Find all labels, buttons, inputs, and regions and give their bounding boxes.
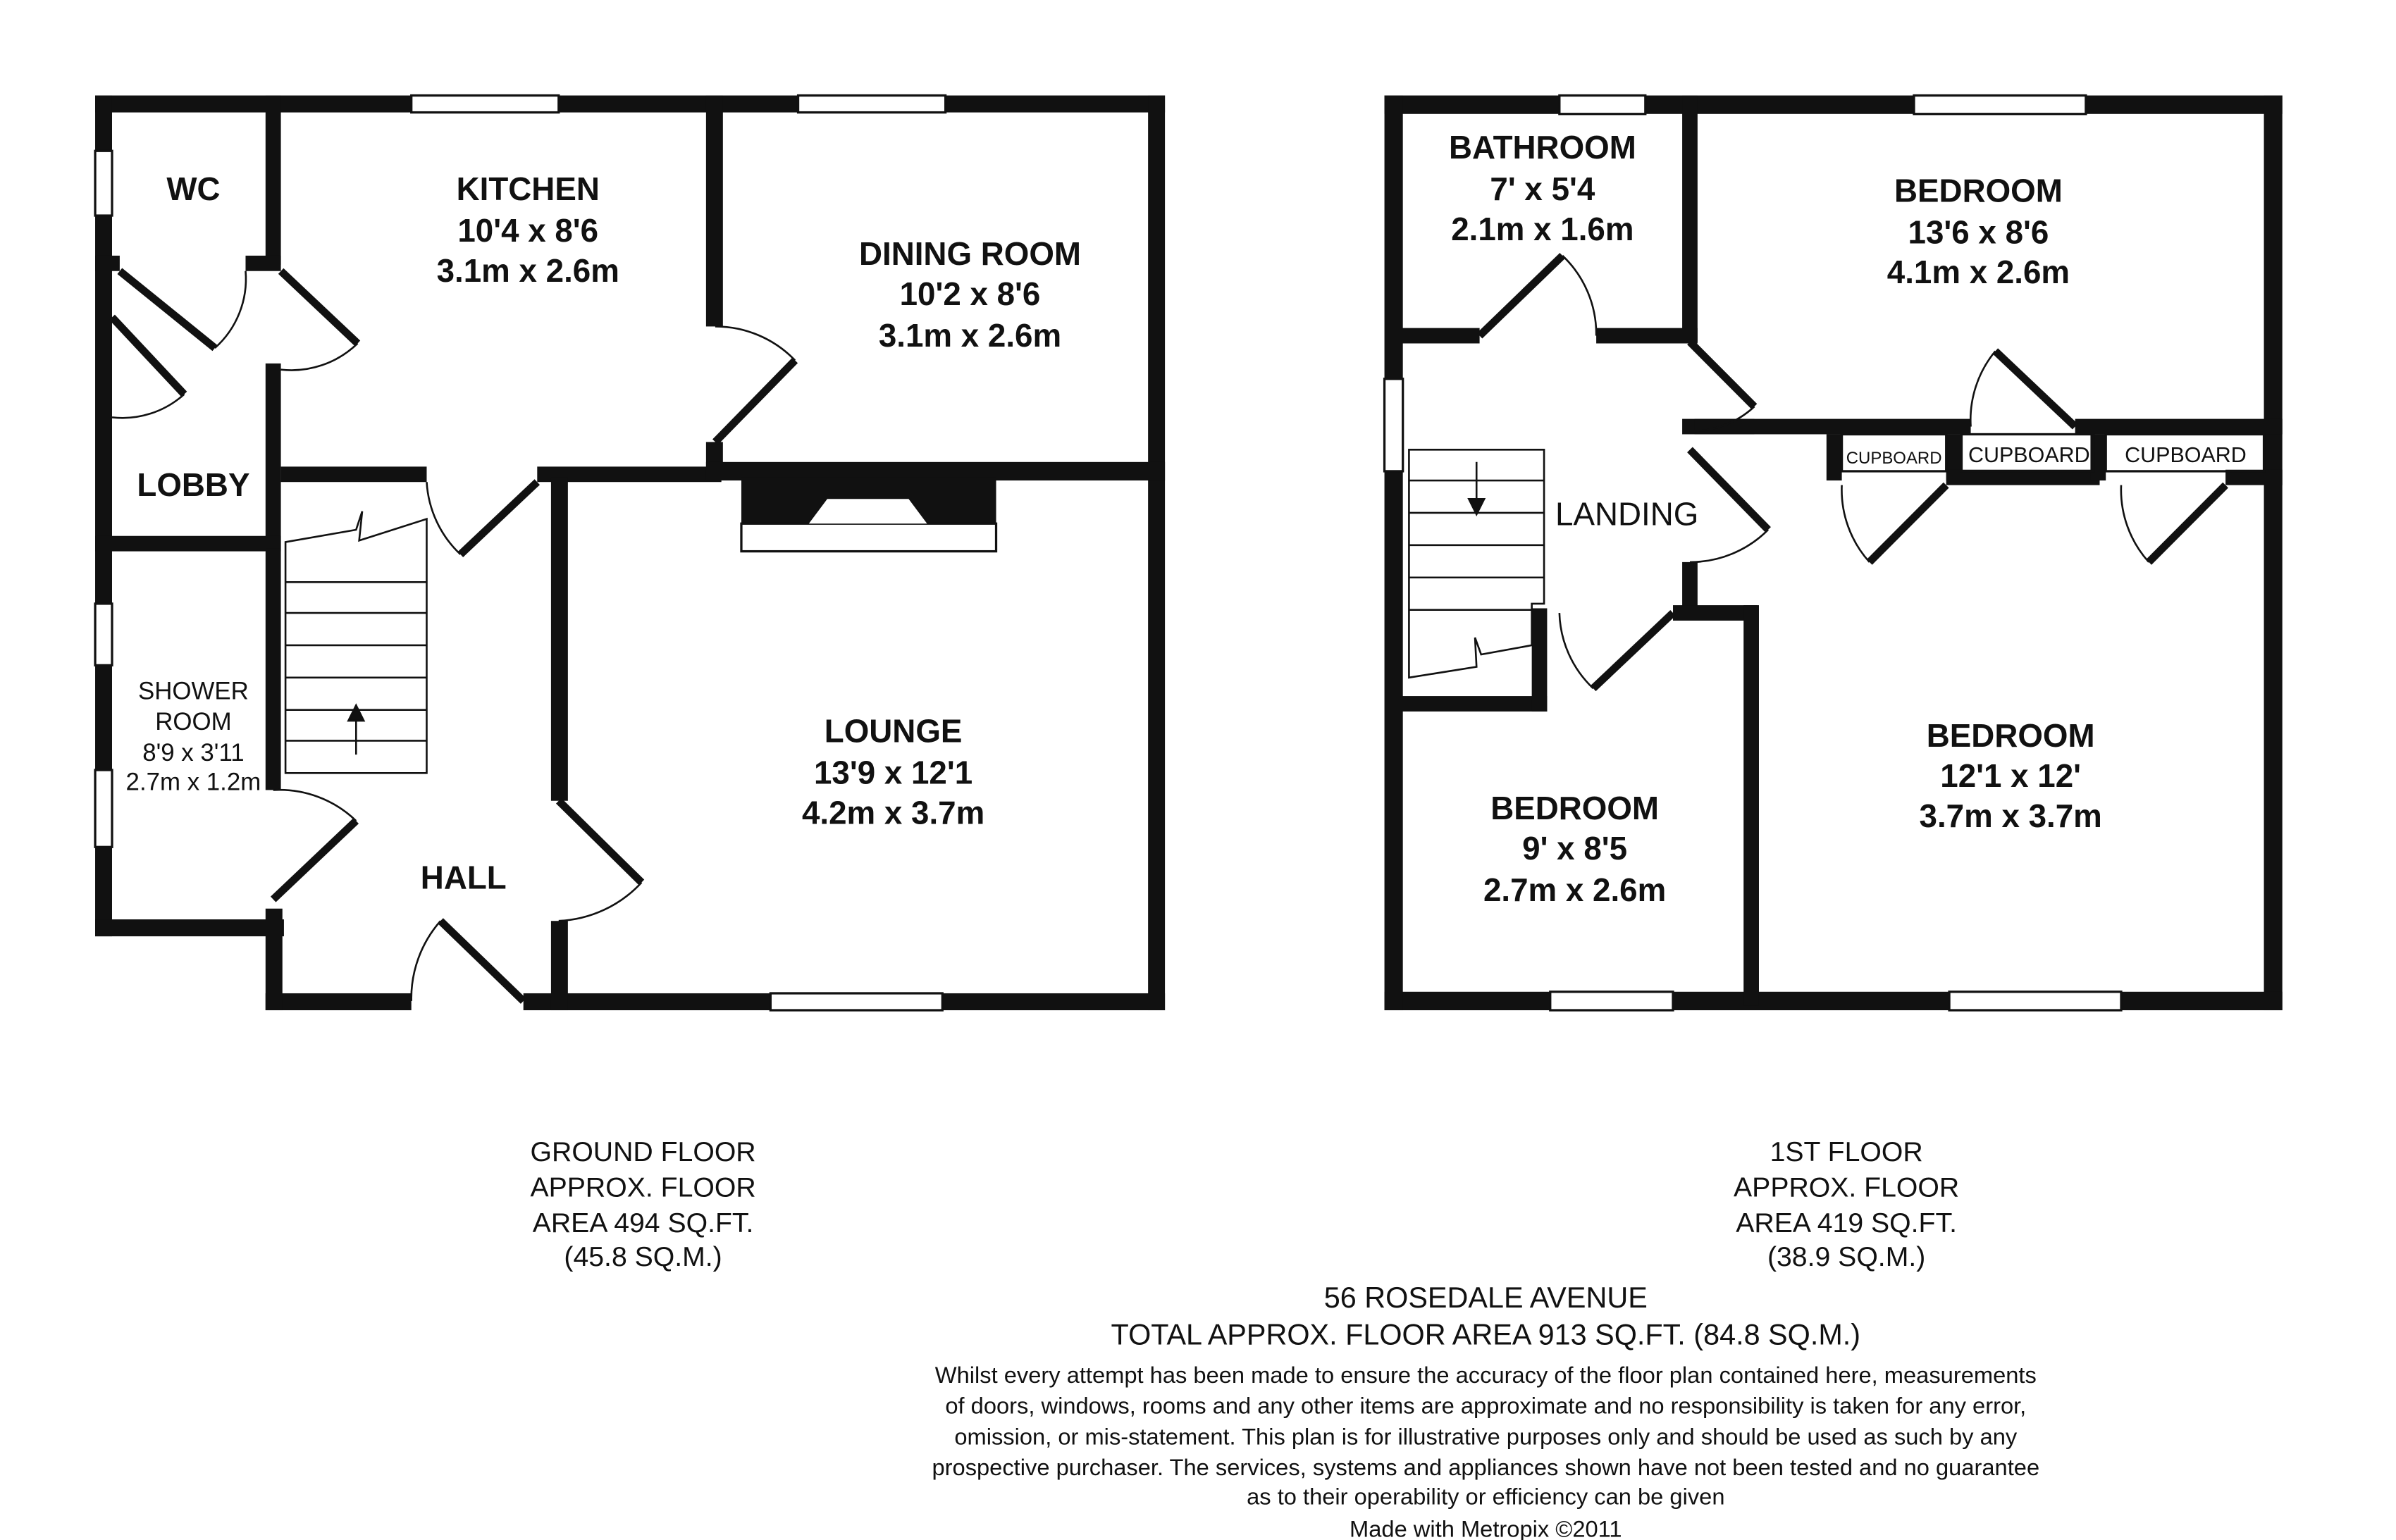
kitchen-metric: 3.1m x 2.6m [436, 252, 619, 290]
dining-room-imperial: 10'2 x 8'6 [899, 275, 1041, 312]
landing-label: LANDING [1555, 496, 1699, 533]
first-floor-line-3: AREA 419 SQ.FT. [1736, 1207, 1957, 1238]
lounge-metric: 4.2m x 3.7m [801, 795, 985, 831]
hall-label: HALL [420, 859, 507, 896]
bedroom-1-label: BEDROOM [1894, 173, 2063, 209]
disclaimer-line-3: omission, or mis-statement. This plan is for illustrative purposes only and should be used as such by any [954, 1423, 2018, 1450]
shower-room-label-1: SHOWER [138, 677, 249, 705]
first-floor-line-4: (38.9 SQ.M.) [1767, 1241, 1926, 1272]
disclaimer-line-1: Whilst every attempt has been made to ensure the accuracy of the floor plan contained here, measurements [934, 1361, 2037, 1389]
bedroom-2-label: BEDROOM [1926, 718, 2095, 755]
ground-floor-caption [531, 1136, 756, 1272]
lounge-imperial: 13'9 x 12'1 [813, 755, 973, 791]
credit: Made with Metropix ©2011 [1350, 1515, 1622, 1540]
first-floor-line-1: 1ST FLOOR [1770, 1136, 1923, 1168]
bedroom-2-imperial: 12'1 x 12' [1940, 757, 2082, 795]
disclaimer-line-5: as to their operability or efficiency can be given [1247, 1483, 1725, 1510]
first-floor-line-2: APPROX. FLOOR [1734, 1172, 1960, 1203]
ground-floor-line-2: APPROX. FLOOR [530, 1172, 756, 1203]
bedroom-3-metric: 2.7m x 2.6m [1483, 871, 1667, 908]
room-labels [126, 130, 2247, 908]
bathroom-imperial: 7' x 5'4 [1490, 171, 1595, 208]
shower-room-label-2: ROOM [155, 708, 232, 736]
first-floor-caption [1734, 1136, 1959, 1272]
ground-floor-line-3: AREA 494 SQ.FT. [532, 1207, 754, 1238]
bedroom-3-label: BEDROOM [1490, 790, 1660, 826]
ground-floor-line-4: (45.8 SQ.M.) [564, 1241, 722, 1272]
cupboard-3-label: CUPBOARD [2125, 442, 2247, 467]
dining-room-metric: 3.1m x 2.6m [878, 317, 1062, 354]
bedroom-1-imperial: 13'6 x 8'6 [1908, 214, 2049, 251]
bedroom-3-imperial: 9' x 8'5 [1522, 830, 1628, 867]
disclaimer-line-2: of doors, windows, rooms and any other items are approximate and no responsibility is taken for any error, [945, 1392, 2027, 1419]
disclaimer-line-4: prospective purchaser. The services, systems and appliances shown have not been tested and no guarantee [932, 1454, 2040, 1481]
kitchen-imperial: 10'4 x 8'6 [457, 213, 599, 249]
shower-room-metric: 2.7m x 1.2m [125, 768, 261, 796]
dining-room-label: DINING ROOM [858, 235, 1082, 273]
summary-caption [932, 1281, 2039, 1540]
cupboard-1-label: CUPBOARD [1846, 448, 1942, 468]
bathroom-metric: 2.1m x 1.6m [1451, 211, 1634, 248]
lobby-label: LOBBY [137, 466, 250, 503]
bathroom-label: BATHROOM [1448, 130, 1636, 166]
kitchen-label: KITCHEN [456, 171, 600, 208]
bedroom-1-metric: 4.1m x 2.6m [1886, 254, 2070, 291]
cupboard-2-label: CUPBOARD [1968, 442, 2090, 467]
first-floor-stairs [1409, 449, 1544, 678]
bedroom-2-metric: 3.7m x 3.7m [1919, 797, 2102, 834]
lounge-label: LOUNGE [824, 713, 963, 750]
ground-floor-stairs [285, 511, 426, 774]
ground-floor-plan [95, 96, 1165, 1010]
shower-room-imperial: 8'9 x 3'11 [142, 738, 245, 766]
wc-label: WC [166, 171, 221, 208]
total-area: TOTAL APPROX. FLOOR AREA 913 SQ.FT. (84.8 SQ.M.) [1111, 1317, 1861, 1351]
ground-floor-line-1: GROUND FLOOR [530, 1136, 756, 1168]
address: 56 ROSEDALE AVENUE [1323, 1280, 1648, 1314]
